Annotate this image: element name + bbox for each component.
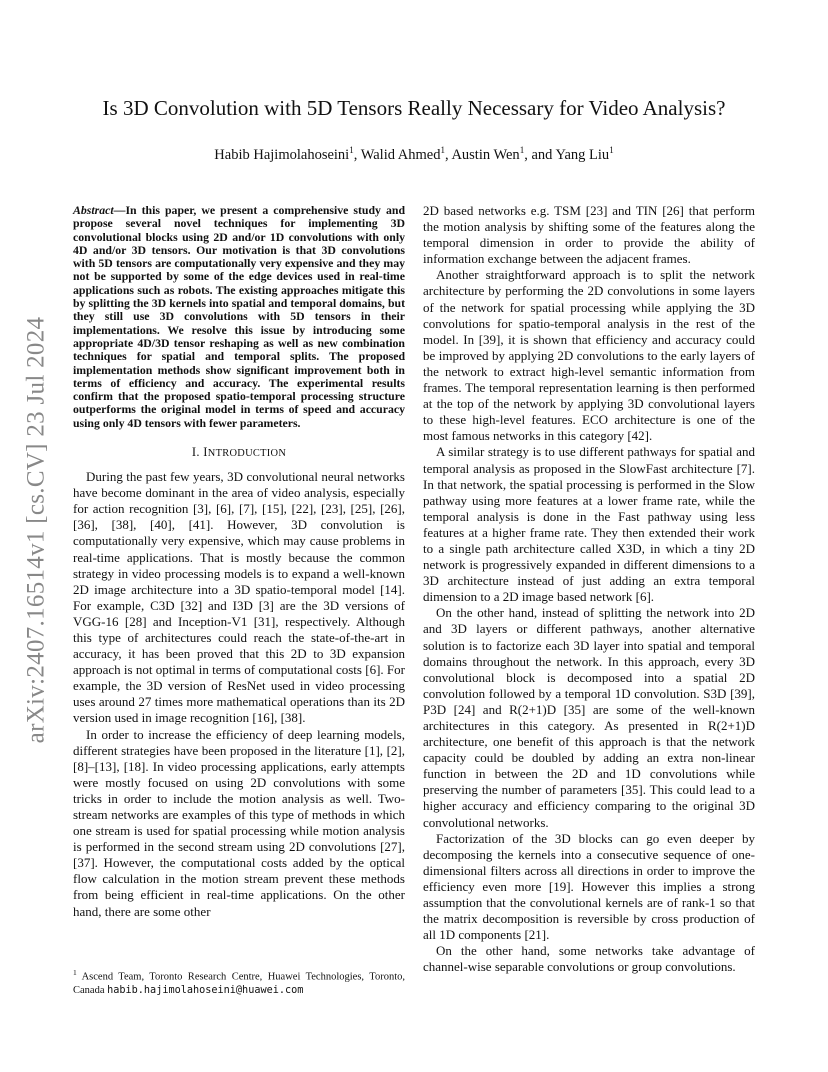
abstract-label: Abstract bbox=[73, 203, 114, 217]
affiliation-footnote bbox=[73, 966, 405, 997]
author-separator: , and bbox=[524, 146, 556, 163]
left-column bbox=[73, 204, 405, 920]
body-paragraph-separable: On the other hand, some networks take advantage of channel-wise separable convolutions or group convolutions. bbox=[423, 943, 755, 975]
arxiv-stamp-text: arXiv:2407.16514v1 [cs.CV] 23 Jul 2024 bbox=[22, 316, 49, 744]
body-paragraph-factorization: On the other hand, instead of splitting the network into 2D and 3D layers or different pathways, another alternative solution is to factorize each 3D layer into spatial and temporal domains throughout the network. In this approach, every 3D convolutional block is decomposed into a spatial 2D convolution followed by a temporal 1D convolution. S3D [39], P3D [24] and R(2+1)D [35] are some of the well-known architectures in this category. As presented in R(2+1)D architecture, one benefit of this approach is that the network capacity could be doubled by adding an extra non-linear function in between the 2D and 1D convolutions while preserving the number of parameters [35]. This could lead to a higher accuracy and efficiency comparing to the original 3D convolutional networks. bbox=[423, 605, 755, 830]
author-separator: , bbox=[353, 146, 361, 163]
abstract-dash: — bbox=[113, 203, 126, 217]
author-email[interactable]: habib.hajimolahoseini@huawei.com bbox=[107, 984, 304, 996]
author-affiliation-mark: 1 bbox=[440, 145, 445, 155]
body-paragraph-slowfast: A similar strategy is to use different pathways for spatial and temporal analysis as proposed in the SlowFast architecture [7]. In that network, the spatial processing is performed in the Slow pathway using more features at a lower frame rate, while the temporal analysis is done in the Fast pathway using less features at a higher frame rate. They then extended their work to a single path architecture called X3D, in which a tiny 2D network is progressively expanded in different dimensions to a 3D architecture instead of just adding an extra temporal dimension to a 2D image based network [6]. bbox=[423, 444, 755, 605]
author-affiliation-mark: 1 bbox=[609, 145, 614, 155]
abstract-text: In this paper, we present a comprehensive study and propose several novel techniques for implementing 3D convolutional blocks using 2D and/or 1D convolutions with only 4D and/or 3D tensors. Our motivation is that 3D convolutions with 5D tensors are computationally very expensive and they may not be supported by some of the edge devices used in real-time applications such as robots. The existing approaches mitigate this by splitting the 3D kernels into spatial and temporal domains, but they still use 3D convolutions with 5D tensors in their implementations. We resolve this issue by introducing some appropriate 4D/3D tensor reshaping as well as new combination techniques for spatial and temporal splits. The proposed implementation methods show significant improvement both in terms of efficiency and accuracy. The experimental results confirm that the proposed spatio-temporal processing structure outperforms the original model in terms of speed and accuracy using only 4D tensors with fewer parameters. bbox=[73, 203, 405, 430]
intro-paragraph-2: In order to increase the efficiency of deep learning models, different strategies have been proposed in the literature [1], [2], [8]–[13], [18]. In video processing applications, early attempts were mostly focused on using 2D convolutions with some tricks in order to include the motion analysis as well. Two-stream networks are examples of this type of methods in which one stream is used for spatial processing while motion analysis is performed in the second stream using 2D convolutions [27], [37]. However, the computational costs added by the optical flow calculation in the motion stream prevent these methods from being efficient in real-time applications. On the other hand, there are some other bbox=[73, 726, 405, 919]
arxiv-identifier-stamp bbox=[18, 295, 54, 765]
section-title-rest: NTRODUCTION bbox=[207, 448, 287, 460]
abstract bbox=[73, 204, 405, 430]
author-name: Yang Liu bbox=[555, 146, 610, 163]
author-affiliation-mark: 1 bbox=[519, 145, 525, 155]
author-separator: , bbox=[444, 146, 452, 163]
body-paragraph-split-architecture: Another straightforward approach is to split the network architecture by performing the 2D convolutions in some layers of the network for spatial processing while applying the 3D convolutions for spatio-temporal analysis in the rest of the model. In [39], it is shown that efficiency and accuracy could be improved by applying 2D convolutions to the early layers of the network to extract high-level semantic information from frames. The temporal representation learning is then performed at the top of the network by applying 3D convolutional layers to these high-level features. ECO architecture is one of the most famous networks in this category [42]. bbox=[423, 267, 755, 444]
author-list bbox=[60, 145, 768, 164]
section-first-letter: I bbox=[203, 445, 208, 460]
section-heading-introduction bbox=[73, 445, 405, 460]
paper-title: Is 3D Convolution with 5D Tensors Really Necessary for Video Analysis? bbox=[102, 96, 726, 120]
section-number: I. bbox=[191, 445, 200, 460]
footnote-text: Ascend Team, Toronto Research Centre, Huawei Technologies, Toronto, Canada bbox=[73, 971, 405, 996]
right-column bbox=[423, 203, 755, 976]
body-paragraph-1d-decomposition: Factorization of the 3D blocks can go even deeper by decomposing the kernels into a consecutive sequence of one-dimensional filters across all directions in order to improve the efficiency even more [19]. However this implies a strong assumption that the convolutional kernels are of rank-1 so that the matrix decomposition is reversible by cross production of all 1D components [21]. bbox=[423, 830, 755, 943]
footnote-mark: 1 bbox=[73, 968, 77, 977]
author-name: Austin Wen bbox=[451, 146, 520, 163]
author-affiliation-mark: 1 bbox=[349, 145, 354, 155]
author-name: Walid Ahmed bbox=[360, 146, 441, 163]
body-paragraph-continued: 2D based networks e.g. TSM [23] and TIN [26] that perform the motion analysis by shifting some of the features along the temporal dimension in order to provide the ability of information exchange between the adjacent frames. bbox=[423, 203, 755, 267]
author-name: Habib Hajimolahoseini bbox=[214, 146, 350, 163]
intro-paragraph-1: During the past few years, 3D convolutional neural networks have become dominant in the area of video analysis, especially for action recognition [3], [6], [7], [15], [22], [23], [25], [26], [36], [38], [40], [41]. However, 3D convolution is computationally very expensive, which may cause problems in real-time applications. That is mostly because the common strategy in video processing models is to expand a well-known 2D image architecture into a 3D spatio-temporal model [14]. For example, C3D [32] and I3D [3] are the 3D versions of VGG-16 [28] and Inception-V1 [31], respectively. Although this type of architectures could reach the state-of-the-art in accuracy, it has been proved that this 2D to 3D expansion approach is not optimal in terms of computational costs [6]. For example, the 3D version of ResNet used in video processing uses around 27 times more mathematical operations than its 2D version used in image recognition [16], [38]. bbox=[73, 469, 405, 726]
